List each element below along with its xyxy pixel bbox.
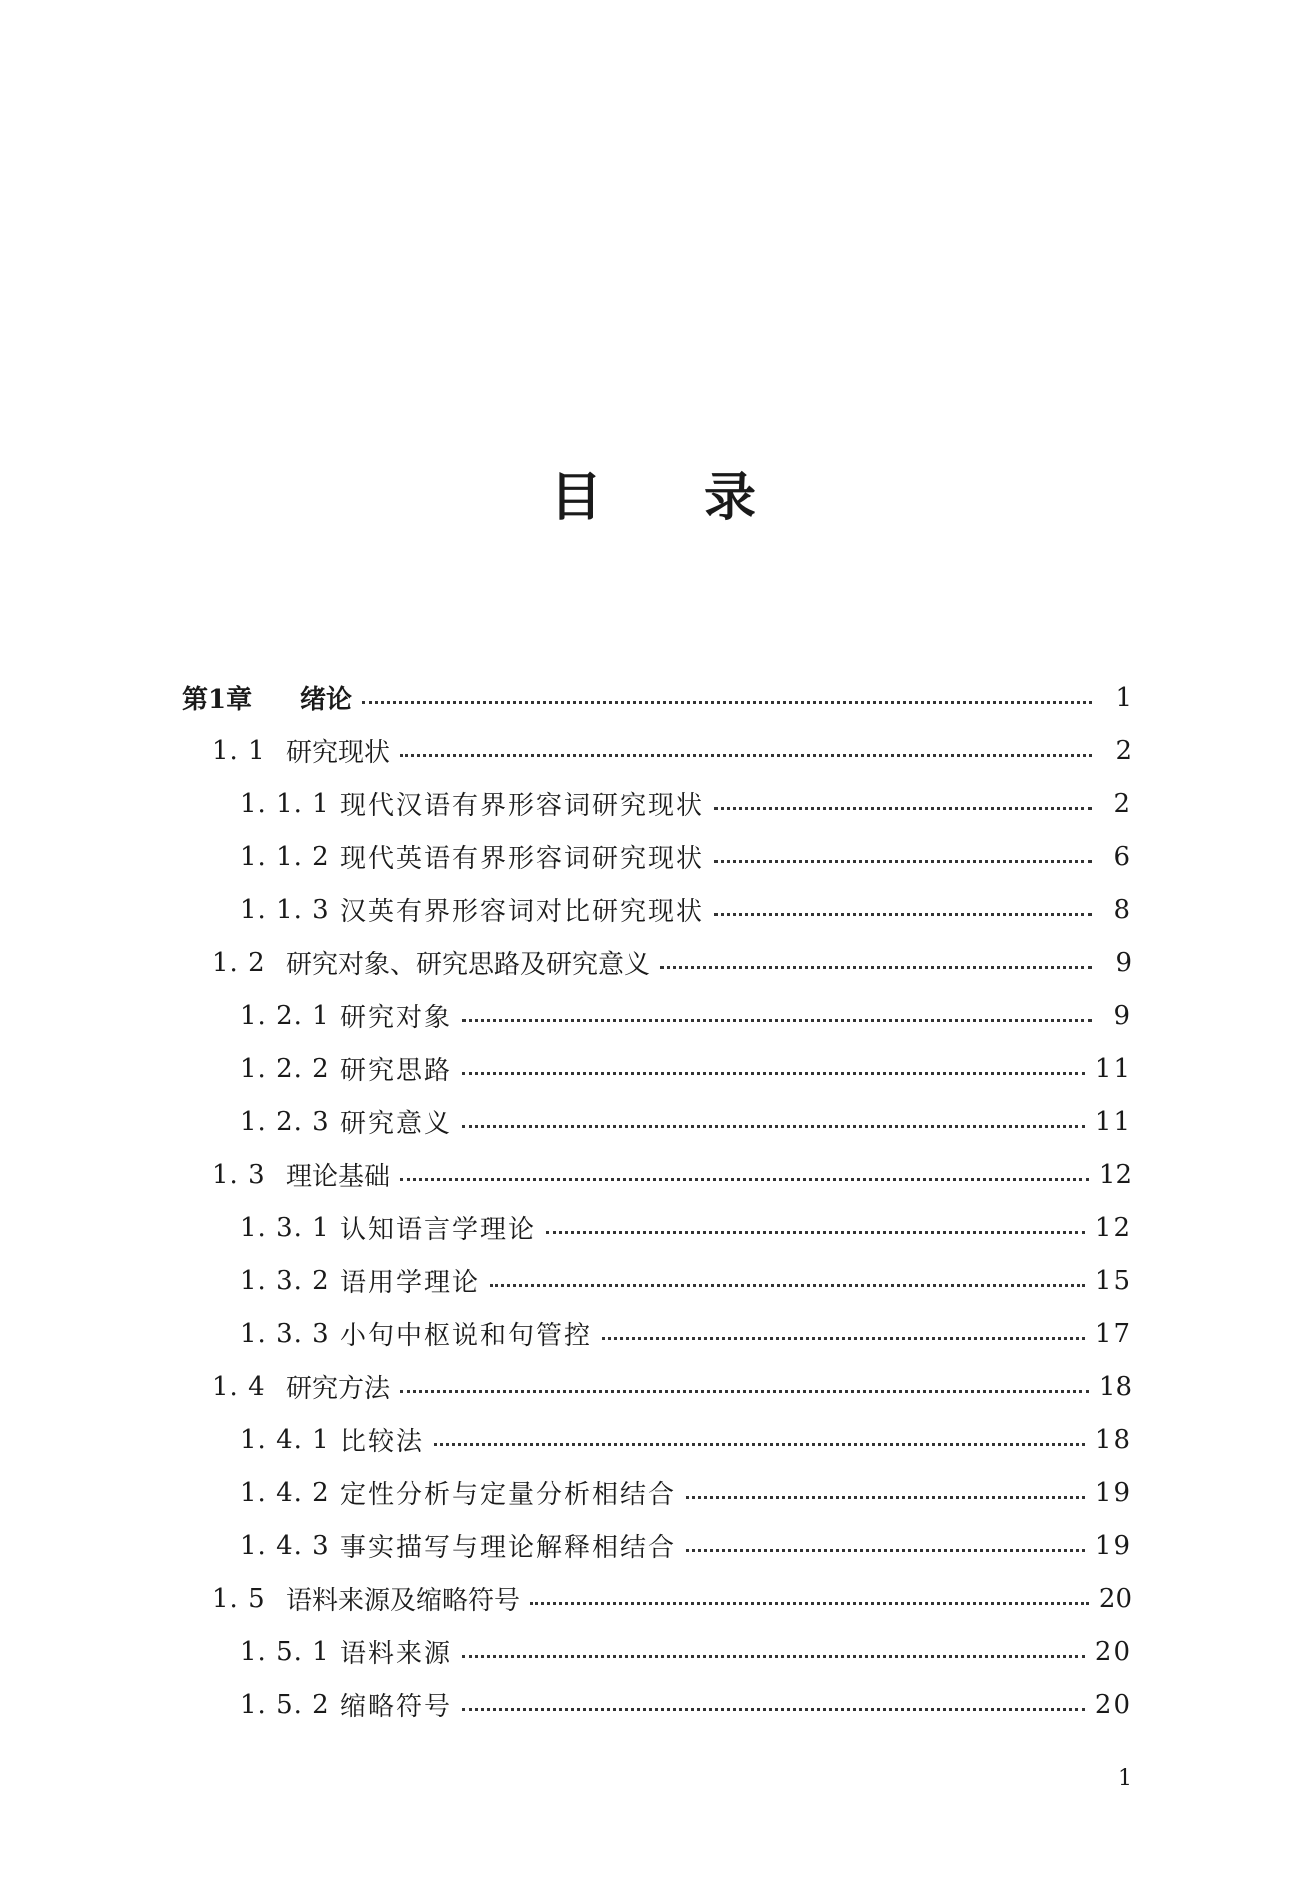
- toc-entry-number: 1. 2: [212, 947, 266, 978]
- toc-dot-leader: [462, 1639, 1085, 1665]
- toc-entry-number: 1. 2. 2: [240, 1053, 330, 1084]
- toc-entry-number: 1. 4. 1: [240, 1424, 330, 1455]
- toc-entry-1-3-2[interactable]: [182, 1254, 1132, 1307]
- toc-entry-title: 现代英语有界形容词研究现状: [340, 844, 705, 874]
- toc-entry-page: 9: [1113, 1000, 1132, 1031]
- toc-entry-page: 18: [1094, 1424, 1132, 1455]
- toc-entry-title: 汉英有界形容词对比研究现状: [340, 897, 705, 927]
- toc-entry-page: 6: [1113, 841, 1132, 872]
- toc-entry-number: 1. 4: [212, 1371, 266, 1402]
- toc-entry-page: 19: [1094, 1530, 1132, 1561]
- toc-entry-page: 12: [1094, 1212, 1132, 1243]
- toc-entry-page: 12: [1098, 1159, 1132, 1190]
- toc-entry-page: 9: [1115, 947, 1132, 978]
- page-title: [0, 455, 1308, 530]
- toc-dot-leader: [686, 1533, 1085, 1559]
- toc-entry-1-1-1[interactable]: [182, 777, 1132, 830]
- toc-entry-1-3-1[interactable]: [182, 1201, 1132, 1254]
- toc-entry-1-1-3[interactable]: [182, 883, 1132, 936]
- table-of-contents: [182, 671, 1132, 1731]
- toc-dot-leader: [462, 1003, 1092, 1029]
- toc-entry-title: 语用学理论: [340, 1268, 481, 1298]
- toc-dot-leader: [714, 791, 1092, 817]
- toc-entry-page: 15: [1094, 1265, 1132, 1296]
- toc-entry-1-2-1[interactable]: [182, 989, 1132, 1042]
- toc-entry-page: 11: [1094, 1106, 1132, 1137]
- toc-entry-title: 定性分析与定量分析相结合: [340, 1480, 677, 1510]
- toc-dot-leader: [400, 738, 1092, 764]
- toc-entry-title: 理论基础: [286, 1162, 391, 1192]
- toc-entry-number: 第1章: [182, 685, 253, 715]
- toc-entry-number: 1. 5. 1: [240, 1636, 330, 1667]
- toc-entry-number: 1. 3. 2: [240, 1265, 330, 1296]
- toc-entry-page: 20: [1094, 1636, 1132, 1667]
- toc-entry-page: 18: [1098, 1371, 1132, 1402]
- toc-entry-title: 研究对象: [340, 1003, 453, 1033]
- toc-dot-leader: [546, 1215, 1085, 1241]
- toc-entry-page: 11: [1094, 1053, 1132, 1084]
- page-title-char-1: 目: [549, 467, 604, 528]
- toc-entry-number: 1. 3: [212, 1159, 266, 1190]
- toc-entry-number: 1. 1. 2: [240, 841, 330, 872]
- toc-entry-1-1[interactable]: [182, 724, 1132, 777]
- toc-dot-leader: [602, 1321, 1085, 1347]
- toc-entry-number: 1. 2. 1: [240, 1000, 330, 1031]
- toc-entry-number: 1. 2. 3: [240, 1106, 330, 1137]
- toc-entry-title: 事实描写与理论解释相结合: [340, 1533, 677, 1563]
- toc-entry-1-4-2[interactable]: [182, 1466, 1132, 1519]
- toc-entry-chapter-1[interactable]: [182, 671, 1132, 724]
- toc-dot-leader: [434, 1427, 1085, 1453]
- toc-entry-page: 19: [1094, 1477, 1132, 1508]
- toc-entry-1-2[interactable]: [182, 936, 1132, 989]
- toc-entry-title: 研究方法: [286, 1374, 391, 1404]
- toc-dot-leader: [462, 1692, 1085, 1718]
- toc-dot-leader: [400, 1374, 1089, 1400]
- toc-entry-page: 1: [1115, 682, 1132, 713]
- toc-entry-number: 1. 1: [212, 735, 266, 766]
- toc-entry-1-2-3[interactable]: [182, 1095, 1132, 1148]
- toc-entry-title: 认知语言学理论: [340, 1215, 537, 1245]
- toc-dot-leader: [400, 1162, 1089, 1188]
- toc-dot-leader: [490, 1268, 1085, 1294]
- toc-entry-1-4-3[interactable]: [182, 1519, 1132, 1572]
- toc-entry-page: 17: [1094, 1318, 1132, 1349]
- toc-entry-1-3-3[interactable]: [182, 1307, 1132, 1360]
- toc-entry-number: 1. 5. 2: [240, 1689, 330, 1720]
- toc-entry-title: 缩略符号: [340, 1692, 453, 1722]
- toc-dot-leader: [462, 1056, 1085, 1082]
- toc-entry-number: 1. 4. 2: [240, 1477, 330, 1508]
- toc-dot-leader: [362, 685, 1092, 711]
- toc-entry-title: 研究现状: [286, 738, 391, 768]
- toc-dot-leader: [686, 1480, 1085, 1506]
- toc-entry-1-4[interactable]: [182, 1360, 1132, 1413]
- toc-entry-title: 语料来源: [340, 1639, 453, 1669]
- toc-entry-page: 2: [1115, 735, 1132, 766]
- toc-entry-title: 研究对象、研究思路及研究意义: [286, 950, 651, 980]
- toc-entry-1-3[interactable]: [182, 1148, 1132, 1201]
- toc-entry-number: 1. 5: [212, 1583, 266, 1614]
- toc-entry-page: 2: [1113, 788, 1132, 819]
- toc-entry-title: 绪论: [300, 685, 353, 715]
- toc-entry-1-5-1[interactable]: [182, 1625, 1132, 1678]
- toc-entry-title: 比较法: [340, 1427, 425, 1457]
- toc-dot-leader: [530, 1586, 1089, 1612]
- toc-entry-title: 现代汉语有界形容词研究现状: [340, 791, 705, 821]
- toc-entry-page: 20: [1098, 1583, 1132, 1614]
- toc-entry-1-4-1[interactable]: [182, 1413, 1132, 1466]
- toc-entry-page: 20: [1094, 1689, 1132, 1720]
- toc-dot-leader: [714, 897, 1092, 923]
- toc-entry-number: 1. 3. 3: [240, 1318, 330, 1349]
- toc-entry-number: 1. 4. 3: [240, 1530, 330, 1561]
- toc-dot-leader: [660, 950, 1092, 976]
- toc-entry-title: 语料来源及缩略符号: [286, 1586, 521, 1616]
- toc-entry-title: 研究思路: [340, 1056, 453, 1086]
- toc-entry-1-1-2[interactable]: [182, 830, 1132, 883]
- toc-entry-title: 研究意义: [340, 1109, 453, 1139]
- toc-entry-title: 小句中枢说和句管控: [340, 1321, 593, 1351]
- toc-entry-number: 1. 1. 1: [240, 788, 330, 819]
- page-number: 1: [1118, 1766, 1132, 1791]
- toc-entry-1-5-2[interactable]: [182, 1678, 1132, 1731]
- toc-entry-1-5[interactable]: [182, 1572, 1132, 1625]
- toc-entry-number: 1. 1. 3: [240, 894, 330, 925]
- toc-entry-page: 8: [1113, 894, 1132, 925]
- toc-entry-1-2-2[interactable]: [182, 1042, 1132, 1095]
- page-title-char-2: 录: [704, 467, 759, 528]
- toc-dot-leader: [462, 1109, 1085, 1135]
- toc-entry-number: 1. 3. 1: [240, 1212, 330, 1243]
- toc-dot-leader: [714, 844, 1092, 870]
